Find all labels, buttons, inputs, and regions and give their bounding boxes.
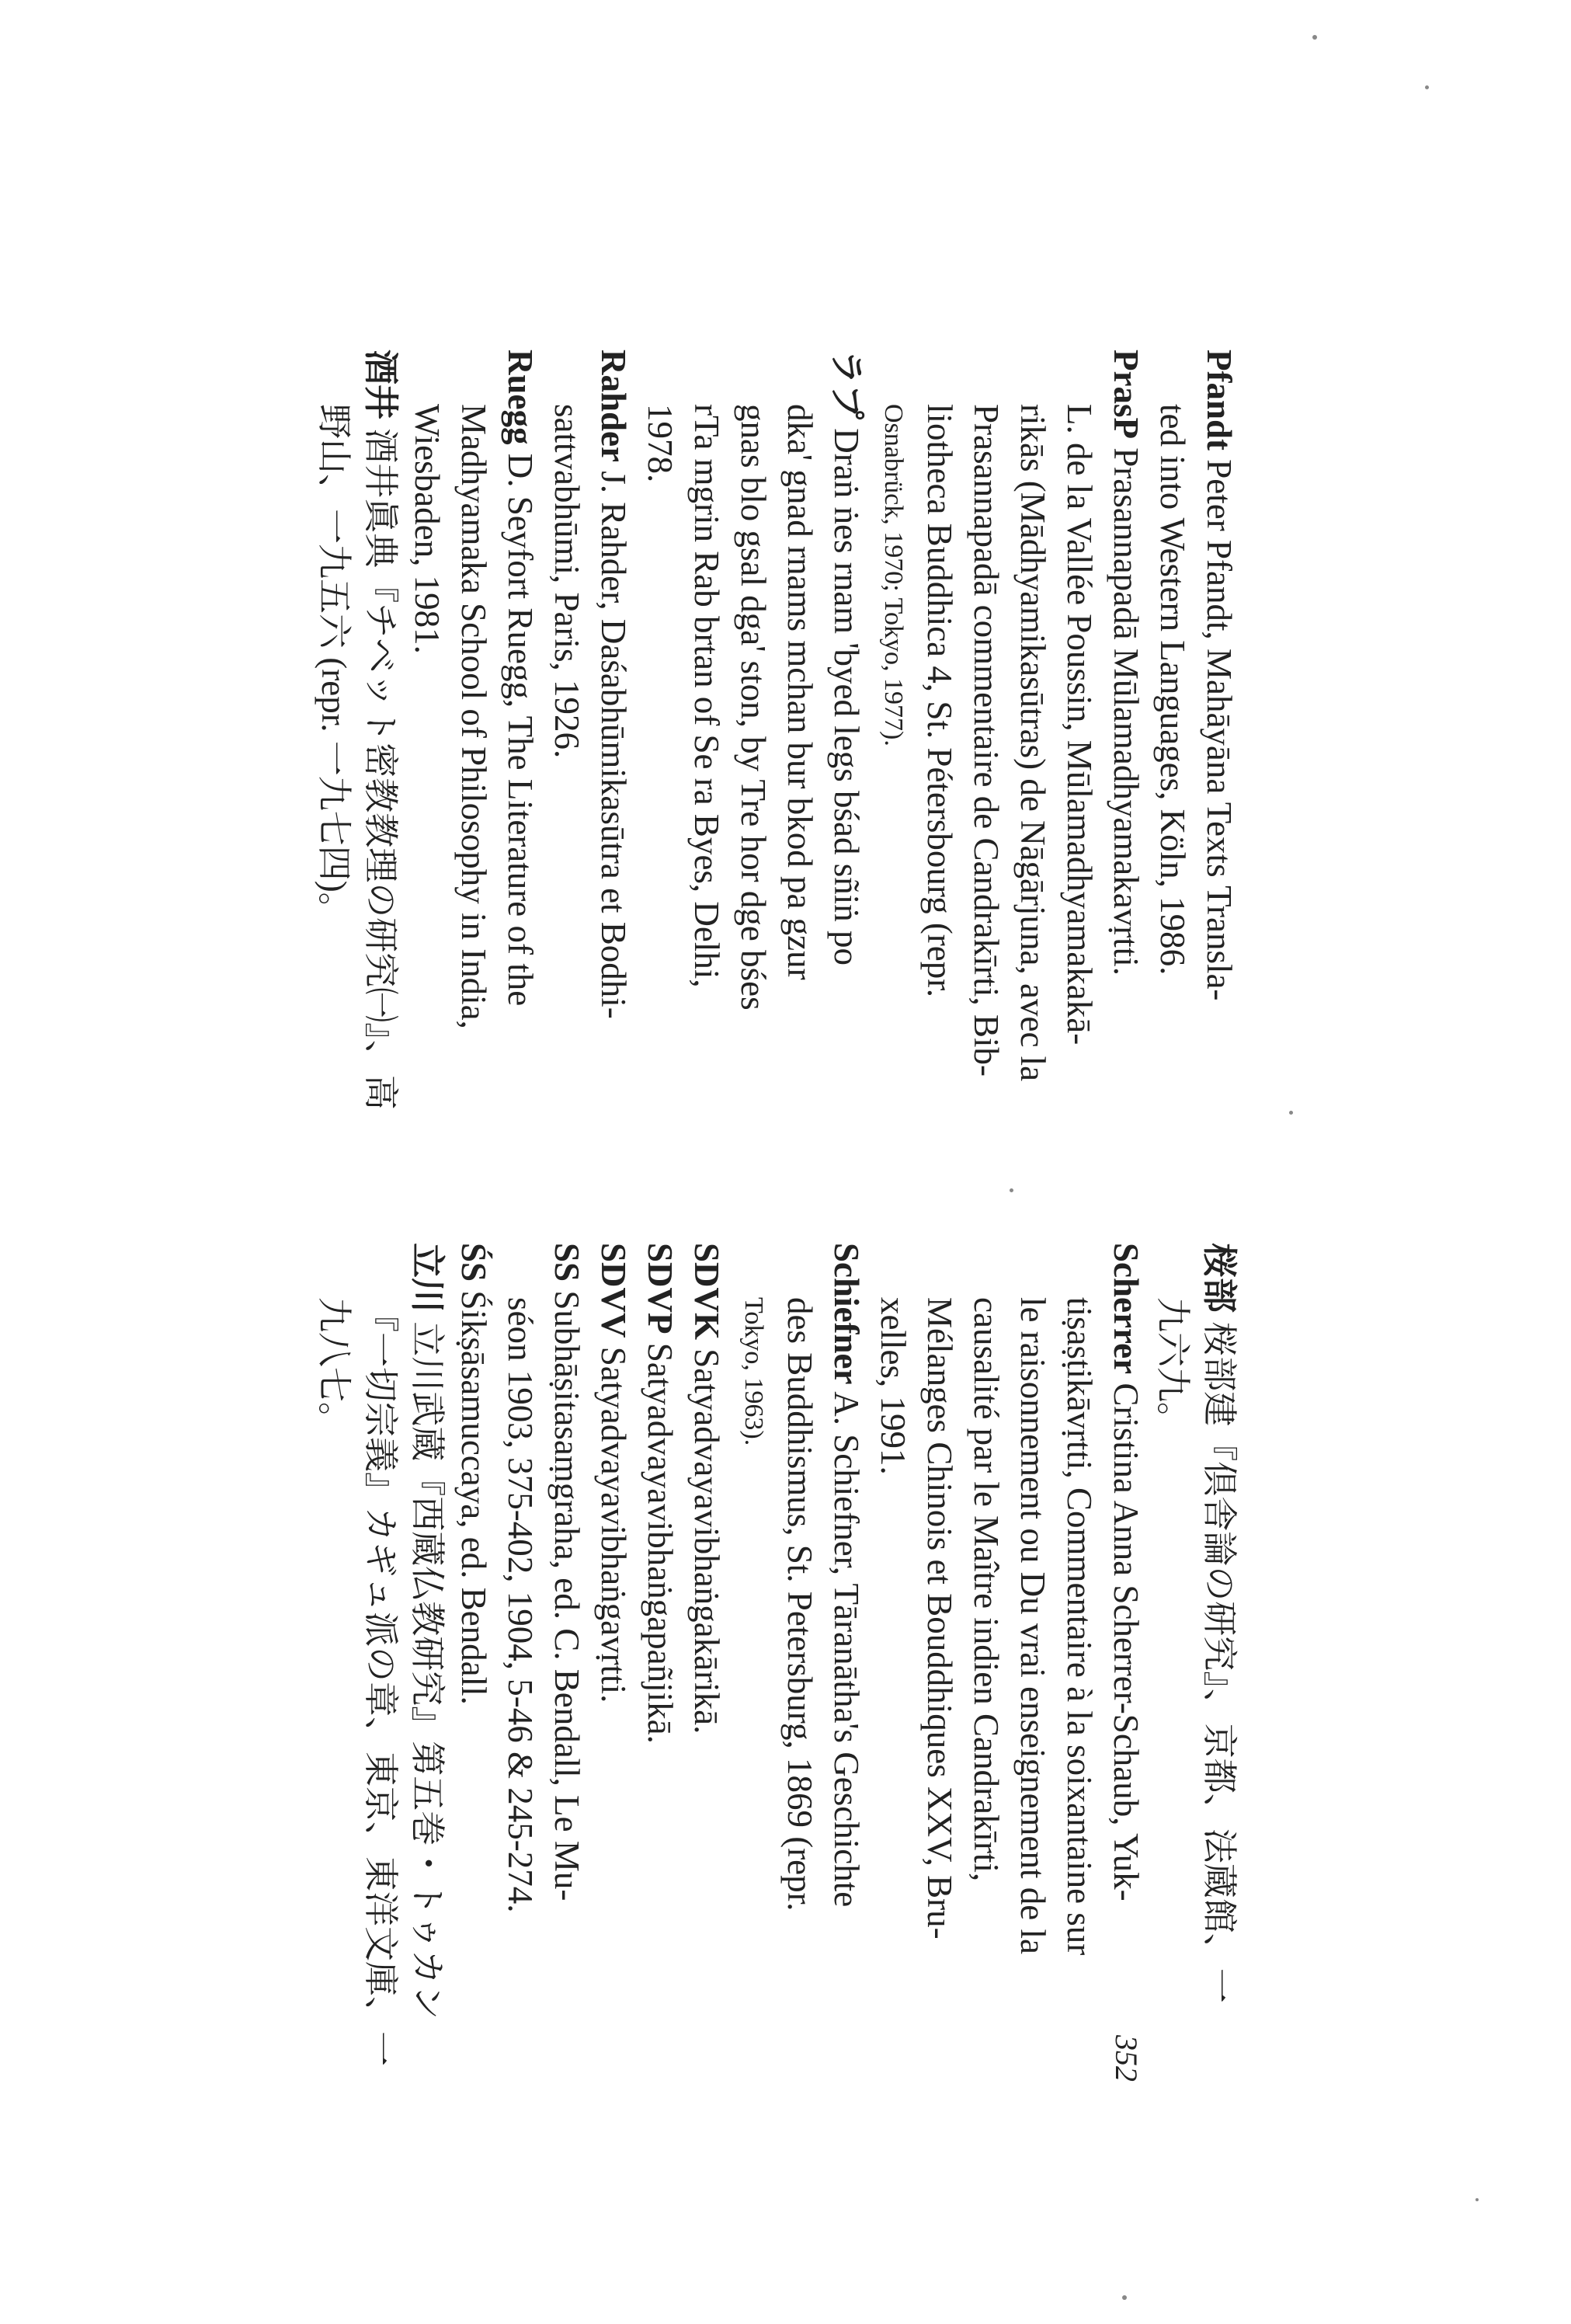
bib-entry-sakai [311,350,404,1110]
scan-speck [1010,1188,1013,1192]
entry-text: D. Seyfort Ruegg, The Literature of the [501,453,540,1007]
entry-text: Mélanges Chinois et Bouddhiques XXV, Bru- [920,1297,959,1940]
entry-abbr: Ruegg [501,350,540,445]
entry-abbr: SDVP [641,1243,679,1334]
entry-abbr: 桜部 [1200,1243,1239,1313]
entry-abbr: 立川 [408,1243,447,1313]
entry-text: Prasannapadā Mūlamadhyamakavṛtti. [1107,447,1145,976]
scan-speck [1312,35,1317,40]
bib-entry-pfandt [1149,350,1243,1110]
page-number-text: 352 [1109,2035,1144,2082]
entry-text: liotheca Buddhica 4, St. Pétersbourg (repr. [920,404,959,998]
bib-entry-ruegg [404,350,544,1110]
entry-abbr: ŚS [454,1243,493,1282]
bib-entry-tachikawa [311,1243,450,2066]
entry-text: 九八七。 [315,1297,353,1438]
entry-text: Wiesbaden, 1981. [408,404,447,654]
entry-text: xelles, 1991. [874,1297,912,1475]
bib-entry-rahder [544,350,637,1110]
entry-abbr: SDVK [687,1243,726,1341]
entry-abbr: Pfandt [1200,350,1239,451]
entry-text: A. Schiefner, Tāranātha's Geschichte [827,1391,866,1908]
entry-text: le raisonnement ou Du vrai enseignement de la [1013,1297,1052,1954]
entry-abbr: Rahder [594,350,633,462]
entry-abbr: Schiefner [827,1243,866,1385]
bib-entry-prasp [870,350,1149,1110]
bib-entry-rapu [637,350,870,1110]
entry-text: 桜部建『倶舎論の研究』、京都、法蔵館、一 [1200,1321,1239,2003]
entry-text: rTa mgrin Rab brtan of Se ra Byes, Delhi, [687,404,726,988]
entry-text: Prasannapadā commentaire de Candrakīrti, Bib- [967,404,1006,1077]
entry-text: sattvabhūmi, Paris, 1926. [547,404,586,759]
page-number [1103,2035,1149,2082]
entry-text: séon 1903, 375-402, 1904, 5-46 & 245-274. [501,1297,540,1913]
entry-text: Śikṣāsamuccaya, ed. Bendall. [454,1290,493,1705]
entry-text: des Buddhismus, St. Petersburg, 1869 (repr. [780,1297,819,1912]
entry-text: Peter Pfandt, Mahāyāna Texts Transla- [1200,459,1239,1001]
bib-entry-sakurabe [1149,1243,1243,2066]
scan-speck [1122,2295,1127,2300]
entry-text: Satyadvayavibhaṅgapañjikā. [641,1342,679,1744]
bibliography-column-1 [311,350,1243,1110]
entry-abbr: SS [547,1243,586,1282]
entry-text: 1978. [641,404,679,483]
bib-entry-sdvv [590,1243,637,2066]
entry-text: L. de la Vallée Poussin, Mūlamadhyamakakā- [1060,404,1099,1045]
scan-speck [1425,85,1429,89]
bib-entry-schiefner [730,1243,870,2066]
bib-entry-scherrer [870,1243,1149,2066]
entry-text: causalité par le Maître indien Candrakīrti, [967,1297,1006,1882]
entry-text: Satyadvayavibhaṅgakārikā. [687,1348,726,1734]
entry-text: dka' gnad rnams mchan bur bkod pa gzur [780,404,819,980]
entry-abbr: Scherrer [1107,1243,1145,1375]
scan-speck [1475,2198,1479,2201]
entry-text: 野山、一九五六 (repr. 一九七四)。 [315,404,353,927]
bib-entry-ss-siksa [450,1243,497,2066]
entry-abbr: 酒井 [361,350,400,420]
entry-text: Madhyamaka School of Philosophy in India, [454,404,493,1029]
entry-text: Draṅ ṅes rnam 'byed legs bśad sñiṅ po [827,428,866,965]
bib-entry-sdvp [637,1243,683,2066]
entry-text: ted into Western Languages, Köln, 1986. [1153,404,1192,976]
entry-text: Satyadvayavibhaṅgavṛtti. [594,1346,633,1703]
entry-text: gnas blo gsal dga' ston, by Tre hor dge bśes [734,404,773,1011]
entry-abbr: PrasP [1107,350,1145,439]
bib-entry-sdvk [683,1243,730,2066]
entry-text: tiṣaṣṭikāvṛtti, Commentaire à la soixantaine sur [1060,1297,1099,1956]
entry-text: J. Rahder, Daśabhūmikasūtra et Bodhi- [594,471,633,1019]
entry-text: Osnabrück, 1970; Tokyo, 1977). [879,404,908,746]
entry-text: 九六九。 [1153,1297,1192,1438]
entry-text: rikās (Mādhyamikasūtras) de Nāgārjuna, avec la [1013,404,1052,1082]
entry-text: Subhāṣitasaṃgraha, ed. C. Bendall, Le Mu- [547,1290,586,1901]
entry-abbr: ラプ [827,350,866,420]
bibliography-column-2 [311,1243,1243,2066]
entry-text: 『一切宗義』カギュ派の章、東京、東洋文庫、一 [361,1297,400,2067]
entry-text: 立川武蔵『西蔵仏教研究』第五巻・トゥカン [408,1321,447,2020]
entry-text: Cristina Anna Scherrer-Schaub, Yuk- [1107,1383,1145,1901]
entry-text: Tokyo, 1963). [739,1297,768,1446]
entry-text: 酒井眞典『チベット密教教理の研究㈠』、高 [361,428,400,1110]
bib-entry-ss [497,1243,590,2066]
scan-speck [1289,1111,1293,1115]
entry-abbr: SDVV [594,1243,633,1338]
